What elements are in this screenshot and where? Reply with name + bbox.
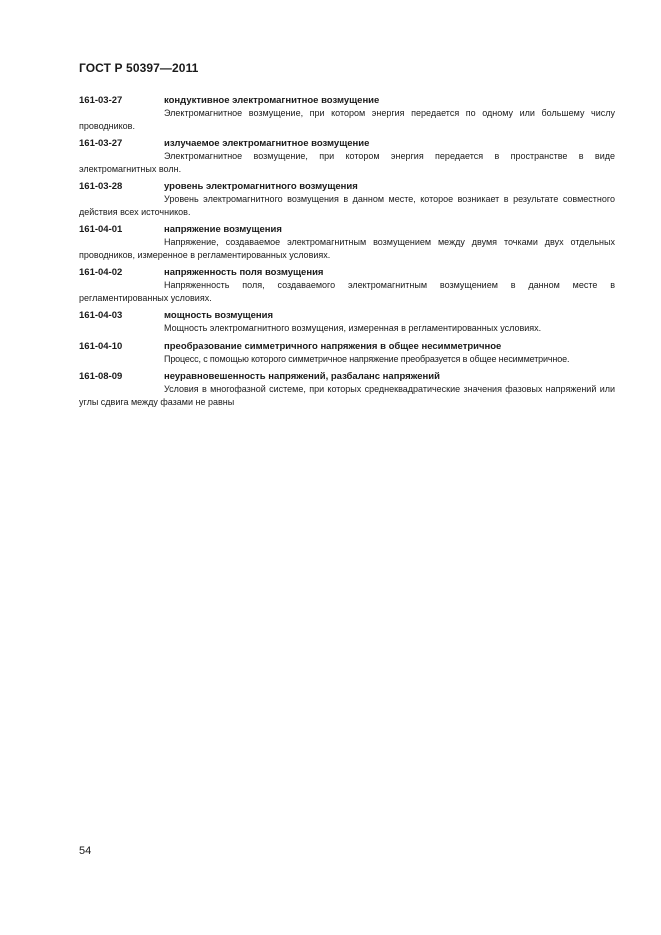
term-entry bbox=[79, 138, 615, 175]
term-code: 161-03-28 bbox=[79, 181, 123, 192]
term-definition: Электромагнитное возмущение, при котором энергия передается по одному или большему числу проводников. bbox=[79, 108, 615, 131]
page-number: 54 bbox=[79, 845, 92, 857]
document-header: ГОСТ Р 50397—2011 bbox=[79, 61, 199, 75]
term-definition: Процесс, с помощью которого симметричное напряжение преобразуется в общее несимметричное. bbox=[164, 353, 570, 364]
term-code: 161-04-03 bbox=[79, 310, 123, 321]
term-name: преобразование симметричного напряжения в общее несимметричное bbox=[164, 340, 502, 352]
term-entry bbox=[79, 310, 615, 335]
term-entry bbox=[79, 181, 615, 218]
term-name: неуравновешенность напряжений, разбаланс напряжений bbox=[164, 371, 440, 382]
term-definition: Напряжение, создаваемое электромагнитным возмущением между двумя точками двух отдельных проводников, измеренное в регламентированных условиях. bbox=[79, 237, 615, 260]
term-code: 161-03-27 bbox=[79, 138, 123, 149]
term-entry bbox=[79, 267, 615, 304]
term-entry bbox=[79, 341, 615, 366]
term-code: 161-03-27 bbox=[79, 95, 123, 106]
term-name: уровень электромагнитного возмущения bbox=[164, 181, 358, 192]
term-name: излучаемое электромагнитное возмущение bbox=[164, 138, 370, 149]
term-code: 161-08-09 bbox=[79, 371, 123, 382]
term-definition: Уровень электромагнитного возмущения в данном месте, которое возникает в результате совместного действия всех источников. bbox=[79, 194, 615, 217]
term-code: 161-04-02 bbox=[79, 267, 123, 278]
term-name: напряжение возмущения bbox=[164, 224, 282, 235]
term-definition: Условия в многофазной системе, при которых среднеквадратические значения фазовых напряжений или углы сдвига между фазами не равны bbox=[79, 384, 615, 407]
term-entry bbox=[79, 224, 615, 261]
term-definition: Мощность электромагнитного возмущения, измеренная в регламентированных условиях. bbox=[164, 323, 542, 333]
terms-list bbox=[79, 95, 615, 414]
term-definition: Напряженность поля, создаваемого электромагнитным возмущением в данном месте в регламентированных условиях. bbox=[79, 280, 615, 303]
term-entry bbox=[79, 371, 615, 408]
term-definition: Электромагнитное возмущение, при котором энергия передается в пространстве в виде электромагнитных волн. bbox=[79, 151, 615, 174]
term-entry bbox=[79, 95, 615, 132]
term-name: мощность возмущения bbox=[164, 310, 274, 321]
term-code: 161-04-10 bbox=[79, 340, 123, 352]
term-name: напряженность поля возмущения bbox=[164, 267, 324, 278]
term-code: 161-04-01 bbox=[79, 224, 123, 235]
term-name: кондуктивное электромагнитное возмущение bbox=[164, 95, 380, 106]
